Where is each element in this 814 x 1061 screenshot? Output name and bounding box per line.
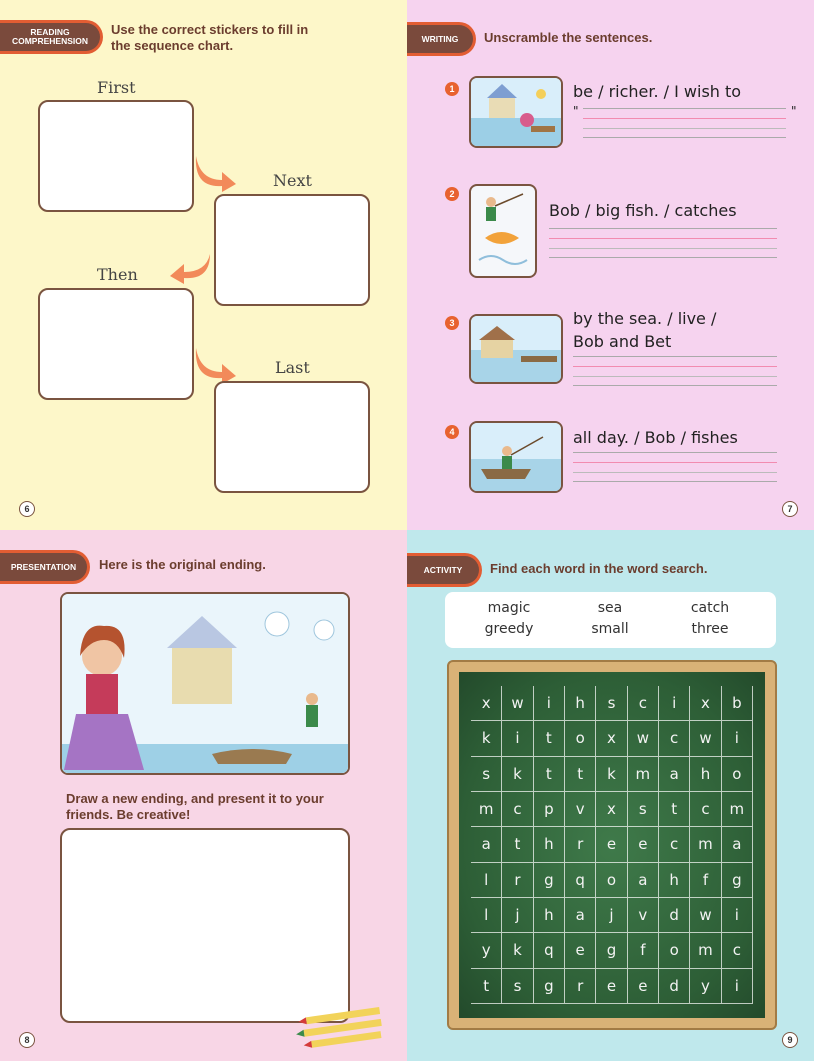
grid-letter[interactable]: w	[690, 898, 721, 933]
grid-letter[interactable]: s	[628, 792, 659, 827]
grid-letter[interactable]: i	[722, 721, 753, 756]
grid-letter[interactable]: x	[690, 686, 721, 721]
sentence-prompt: all day. / Bob / fishes	[573, 428, 738, 447]
quote-open: "	[573, 104, 579, 118]
grid-letter[interactable]: j	[596, 898, 627, 933]
grid-letter[interactable]: f	[628, 933, 659, 968]
grid-letter[interactable]: s	[596, 686, 627, 721]
word: three	[691, 621, 729, 637]
grid-letter[interactable]: r	[565, 827, 596, 862]
page-number: 6	[19, 501, 35, 517]
illustration-house-by-sea	[469, 314, 563, 384]
page6-instruction: Use the correct stickers to fill in the sequence chart.	[111, 22, 309, 53]
original-ending-illustration	[60, 592, 350, 775]
grid-letter[interactable]: c	[659, 721, 690, 756]
grid-letter[interactable]: o	[722, 757, 753, 792]
chalkboard-surface	[459, 672, 765, 1018]
crayons-icon	[296, 1006, 394, 1054]
page-number: 8	[19, 1032, 35, 1048]
grid-letter[interactable]: m	[690, 933, 721, 968]
grid-letter[interactable]: l	[471, 863, 502, 898]
grid-letter[interactable]: m	[722, 792, 753, 827]
grid-letter[interactable]: w	[628, 721, 659, 756]
answer-line[interactable]	[573, 356, 777, 386]
grid-letter[interactable]: e	[628, 827, 659, 862]
house-by-sea-image	[471, 316, 561, 382]
grid-letter[interactable]: r	[502, 863, 533, 898]
activity-tab: ACTIVITY	[407, 553, 482, 587]
page7-instruction: Unscramble the sentences.	[484, 30, 653, 45]
grid-letter[interactable]: c	[628, 686, 659, 721]
grid-letter[interactable]: o	[659, 933, 690, 968]
sentence-prompt-line2: Bob and Bet	[573, 332, 672, 351]
grid-letter[interactable]: i	[534, 686, 565, 721]
chalkboard	[447, 660, 777, 1030]
grid-letter[interactable]: g	[534, 863, 565, 898]
item-number: 1	[445, 82, 459, 96]
grid-letter[interactable]: t	[534, 757, 565, 792]
writing-tab: WRITING	[407, 22, 476, 56]
grid-letter[interactable]: h	[690, 757, 721, 792]
grid-letter[interactable]: f	[690, 863, 721, 898]
grid-letter[interactable]: i	[722, 969, 753, 1004]
page8-draw-instruction: Draw a new ending, and present it to your friends. Be creative!	[66, 791, 324, 822]
grid-letter[interactable]: t	[471, 969, 502, 1004]
grid-letter[interactable]: g	[534, 969, 565, 1004]
word: small	[591, 621, 629, 637]
page-9-activity	[407, 530, 814, 1061]
word-search-grid	[471, 686, 753, 1004]
grid-letter[interactable]: t	[659, 792, 690, 827]
fishing-image	[471, 186, 535, 276]
word: greedy	[484, 621, 534, 637]
grid-letter[interactable]: i	[659, 686, 690, 721]
page8-instruction: Here is the original ending.	[99, 557, 266, 572]
label-last: Last	[275, 358, 310, 377]
page-number: 7	[782, 501, 798, 517]
word: catch	[690, 600, 730, 616]
page-7-writing	[407, 0, 814, 530]
grid-letter[interactable]: d	[659, 898, 690, 933]
sentence-prompt-line1: by the sea. / live /	[573, 309, 717, 328]
page-8-presentation	[0, 530, 407, 1061]
item-number: 2	[445, 187, 459, 201]
grid-letter[interactable]: e	[628, 969, 659, 1004]
arrow-right-icon	[192, 150, 240, 192]
sticker-box-then[interactable]	[38, 288, 194, 400]
grid-letter[interactable]: e	[596, 827, 627, 862]
sentence-prompt: be / richer. / I wish to	[573, 82, 742, 101]
page-number: 9	[782, 1032, 798, 1048]
page-6-reading-comprehension	[0, 0, 407, 530]
label-then: Then	[97, 265, 138, 284]
grid-letter[interactable]: a	[628, 863, 659, 898]
grid-letter[interactable]: a	[659, 757, 690, 792]
grid-letter[interactable]: k	[471, 721, 502, 756]
label-next: Next	[273, 171, 312, 190]
sticker-box-first[interactable]	[38, 100, 194, 212]
grid-letter[interactable]: j	[502, 898, 533, 933]
grid-letter[interactable]: w	[502, 686, 533, 721]
grid-letter[interactable]: h	[565, 686, 596, 721]
grid-letter[interactable]: k	[502, 933, 533, 968]
grid-letter[interactable]: l	[471, 898, 502, 933]
reading-comprehension-tab: READING COMPREHENSION	[0, 20, 103, 54]
grid-letter[interactable]: t	[534, 721, 565, 756]
grid-letter[interactable]: m	[628, 757, 659, 792]
grid-letter[interactable]: s	[502, 969, 533, 1004]
word: magic	[487, 600, 531, 616]
grid-letter[interactable]: g	[722, 863, 753, 898]
grid-letter[interactable]: c	[502, 792, 533, 827]
answer-line[interactable]	[583, 108, 786, 138]
grid-letter[interactable]: e	[565, 933, 596, 968]
grid-letter[interactable]: b	[722, 686, 753, 721]
grid-letter[interactable]: v	[628, 898, 659, 933]
sentence-prompt: Bob / big fish. / catches	[549, 201, 737, 220]
boat-fishing-image	[471, 423, 561, 491]
word-bank	[445, 592, 776, 648]
drawing-area[interactable]	[60, 828, 350, 1023]
illustration-boat-fishing	[469, 421, 563, 493]
grid-letter[interactable]: r	[565, 969, 596, 1004]
grid-letter[interactable]: q	[534, 933, 565, 968]
grid-letter[interactable]: t	[565, 757, 596, 792]
presentation-tab: PRESENTATION	[0, 550, 90, 584]
item-number: 3	[445, 316, 459, 330]
grid-letter[interactable]: x	[596, 721, 627, 756]
grid-letter[interactable]: o	[565, 721, 596, 756]
grid-letter[interactable]: d	[659, 969, 690, 1004]
grid-letter[interactable]: h	[534, 827, 565, 862]
grid-letter[interactable]: k	[596, 757, 627, 792]
arrow-left-icon	[166, 250, 214, 286]
castle-scene-image	[471, 78, 561, 146]
word: sea	[597, 600, 623, 616]
quote-close: "	[791, 104, 797, 118]
grid-letter[interactable]: y	[690, 969, 721, 1004]
grid-letter[interactable]: p	[534, 792, 565, 827]
sticker-box-last[interactable]	[214, 381, 370, 493]
grid-letter[interactable]: e	[596, 969, 627, 1004]
answer-line[interactable]	[549, 228, 777, 258]
grid-letter[interactable]: q	[565, 863, 596, 898]
grid-letter[interactable]: h	[534, 898, 565, 933]
label-first: First	[97, 78, 136, 97]
grid-letter[interactable]: o	[596, 863, 627, 898]
grid-letter[interactable]: c	[722, 933, 753, 968]
sticker-box-next[interactable]	[214, 194, 370, 306]
original-ending-image	[62, 594, 348, 773]
answer-line[interactable]	[573, 452, 777, 482]
arrow-right-icon	[192, 342, 240, 384]
page9-instruction: Find each word in the word search.	[490, 561, 708, 576]
grid-letter[interactable]: t	[502, 827, 533, 862]
grid-letter[interactable]: i	[722, 898, 753, 933]
grid-letter[interactable]: m	[471, 792, 502, 827]
grid-letter[interactable]: k	[502, 757, 533, 792]
grid-letter[interactable]: c	[690, 792, 721, 827]
grid-letter[interactable]: a	[722, 827, 753, 862]
grid-letter[interactable]: v	[565, 792, 596, 827]
grid-letter[interactable]: a	[471, 827, 502, 862]
grid-letter[interactable]: s	[471, 757, 502, 792]
illustration-castle-scene	[469, 76, 563, 148]
grid-letter[interactable]: h	[659, 863, 690, 898]
grid-letter[interactable]: y	[471, 933, 502, 968]
grid-letter[interactable]: a	[565, 898, 596, 933]
grid-letter[interactable]: g	[596, 933, 627, 968]
grid-letter[interactable]: w	[690, 721, 721, 756]
illustration-fishing	[469, 184, 537, 278]
grid-letter[interactable]: i	[502, 721, 533, 756]
grid-letter[interactable]: m	[690, 827, 721, 862]
item-number: 4	[445, 425, 459, 439]
grid-letter[interactable]: x	[596, 792, 627, 827]
grid-letter[interactable]: c	[659, 827, 690, 862]
grid-letter[interactable]: x	[471, 686, 502, 721]
